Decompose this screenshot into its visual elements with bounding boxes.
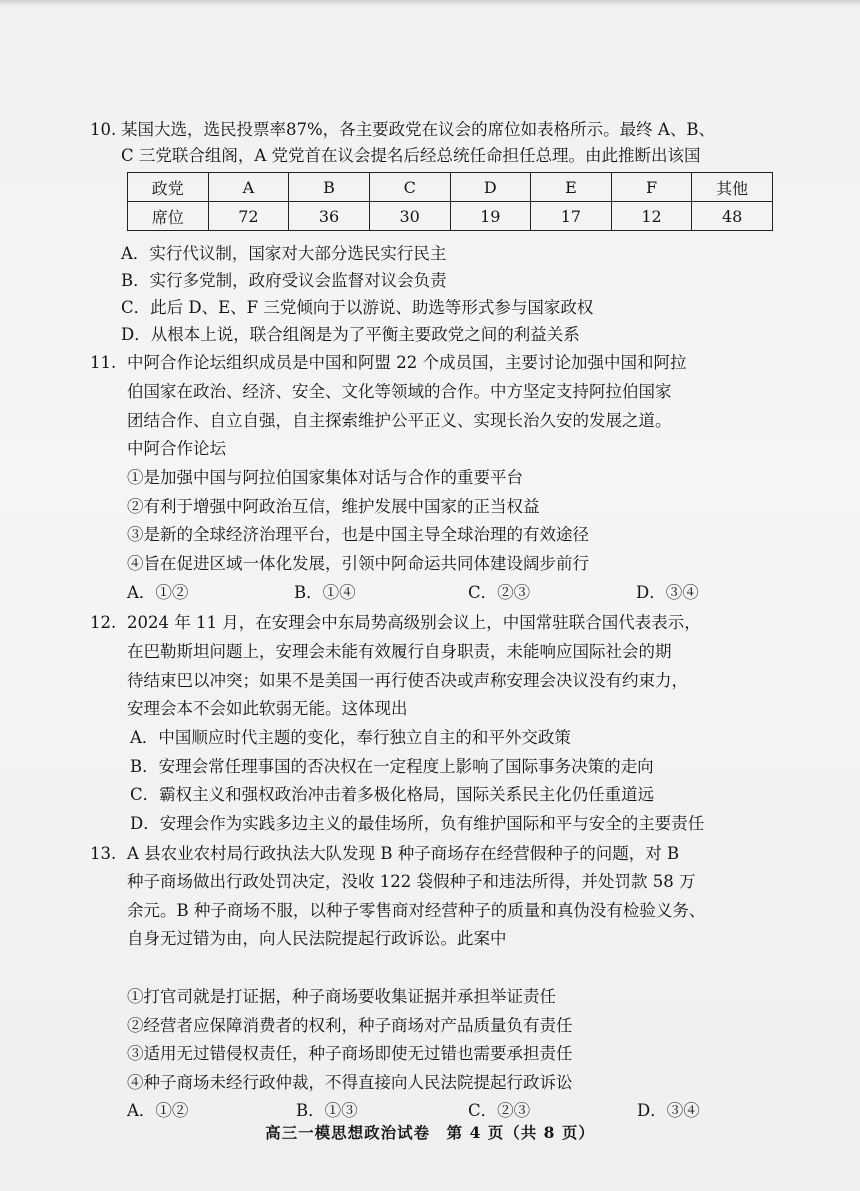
q11-statement: ③是新的全球经济治理平台，也是中国主导全球治理的有效途径 <box>127 525 589 544</box>
q12-stem-line: 待结束巴以冲突；如果不是美国一再行使否决或声称安理会决议没有约束力， <box>127 671 688 690</box>
q10-stem-line: C 三党联合组阁，A 党党首在议会提名后经总统任命担任总理。由此推断出该国 <box>121 146 701 165</box>
table-cell: 席位 <box>128 202 209 231</box>
q12-stem-line: 2024 年 11 月，在安理会中东局势高级别会议上，中国常驻联合国代表表示， <box>127 613 701 632</box>
q11-statement: ①是加强中国与阿拉伯国家集体对话与合作的重要平台 <box>127 468 523 487</box>
table-cell: 48 <box>692 202 773 231</box>
q11-stem-line: 团结合作、自立自强，自主探索维护公平正义、实现长治久安的发展之道。 <box>127 411 672 430</box>
q11-choices <box>127 582 727 604</box>
table-row <box>128 173 773 202</box>
q11-choice-b: B．①④ <box>294 583 356 602</box>
q10-option-b: B．实行多党制，政府受议会监督对议会负责 <box>121 271 447 290</box>
table-cell: F <box>611 173 692 202</box>
table-cell: B <box>289 173 370 202</box>
q11-choice-a: A．①② <box>127 583 189 602</box>
q13-stem-line: A 县农业农村局行政执法大队发现 B 种子商场存在经营假种子的问题，对 B <box>127 844 680 863</box>
page-footer: 高三一模思想政治试卷 第 4 页（共 8 页） <box>265 1123 595 1142</box>
table-cell: 72 <box>208 202 289 231</box>
q10-number: 10. <box>90 120 117 139</box>
q12-option-b: B．安理会常任理事国的否决权在一定程度上影响了国际事务决策的走向 <box>130 757 654 776</box>
table-cell: 17 <box>531 202 612 231</box>
table-cell: C <box>369 173 450 202</box>
table-cell: E <box>531 173 612 202</box>
table-cell: 政党 <box>128 173 209 202</box>
q11-stem-line: 中阿合作论坛组织成员是中国和阿盟 22 个成员国，主要讨论加强中国和阿拉 <box>127 353 687 372</box>
q12-stem-line: 安理会本不会如此软弱无能。这体现出 <box>127 699 408 718</box>
q13-number: 13. <box>90 844 117 863</box>
q13-statement: ④种子商场未经行政仲裁，不得直接向人民法院提起行政诉讼 <box>127 1073 573 1092</box>
table-cell: 19 <box>450 202 531 231</box>
table-cell: A <box>208 173 289 202</box>
q11-stem-line: 伯国家在政治、经济、安全、文化等领域的合作。中方坚定支持阿拉伯国家 <box>127 382 672 401</box>
table-cell: 12 <box>611 202 692 231</box>
q13-choice-a: A．①② <box>127 1101 189 1120</box>
q12-option-d: D．安理会作为实践多边主义的最佳场所，负有维护国际和平与安全的主要责任 <box>130 814 705 833</box>
q11-choice-c: C．②③ <box>468 583 531 602</box>
q12-option-c: C．霸权主义和强权政治冲击着多极化格局，国际关系民主化仍任重道远 <box>130 785 655 804</box>
q10-option-d: D．从根本上说，联合组阁是为了平衡主要政党之间的利益关系 <box>121 325 580 344</box>
q13-statement: ①打官司就是打证据，种子商场要收集证据并承担举证责任 <box>127 987 556 1006</box>
q12-stem-line: 在巴勒斯坦问题上，安理会未能有效履行自身职责，未能响应国际社会的期 <box>127 642 672 661</box>
q10-stem-line: 某国大选，选民投票率87%，各主要政党在议会的席位如表格所示。最终 A、B、 <box>121 120 715 139</box>
q13-stem-line: 余元。B 种子商场不服，以种子零售商对经营种子的质量和真伪没有检验义务、 <box>127 901 706 920</box>
q12-number: 12. <box>90 613 117 632</box>
table-cell: 36 <box>289 202 370 231</box>
scan-edge <box>0 0 860 6</box>
table-cell: D <box>450 173 531 202</box>
table-row <box>128 202 773 231</box>
q11-number: 11. <box>90 353 117 372</box>
q11-choice-d: D．③④ <box>636 583 699 602</box>
q13-choice-b: B．①③ <box>296 1101 358 1120</box>
q13-statement: ②经营者应保障消费者的权利，种子商场对产品质量负有责任 <box>127 1016 573 1035</box>
q11-statement: ④旨在促进区域一体化发展，引领中阿命运共同体建设阔步前行 <box>127 554 589 573</box>
party-seat-table <box>127 172 773 231</box>
table-cell: 其他 <box>692 173 773 202</box>
q13-statement: ③适用无过错侵权责任，种子商场即使无过错也需要承担责任 <box>127 1044 573 1063</box>
table-cell: 30 <box>369 202 450 231</box>
q13-choices <box>127 1100 727 1122</box>
q10-option-c: C．此后 D、E、F 三党倾向于以游说、助选等形式参与国家政权 <box>121 298 594 317</box>
q13-choice-c: C．②③ <box>468 1101 531 1120</box>
q13-stem-line: 自身无过错为由，向人民法院提起行政诉讼。此案中 <box>127 929 507 948</box>
q13-stem-line: 种子商场做出行政处罚决定，没收 122 袋假种子和违法所得，并处罚款 58 万 <box>127 872 696 891</box>
q12-option-a: A．中国顺应时代主题的变化，奉行独立自主的和平外交政策 <box>130 728 571 747</box>
q10-option-a: A．实行代议制，国家对大部分选民实行民主 <box>121 244 447 263</box>
q11-statement: ②有利于增强中阿政治互信，维护发展中国家的正当权益 <box>127 497 540 516</box>
q11-stem-line: 中阿合作论坛 <box>127 439 226 458</box>
q13-choice-d: D．③④ <box>637 1101 700 1120</box>
